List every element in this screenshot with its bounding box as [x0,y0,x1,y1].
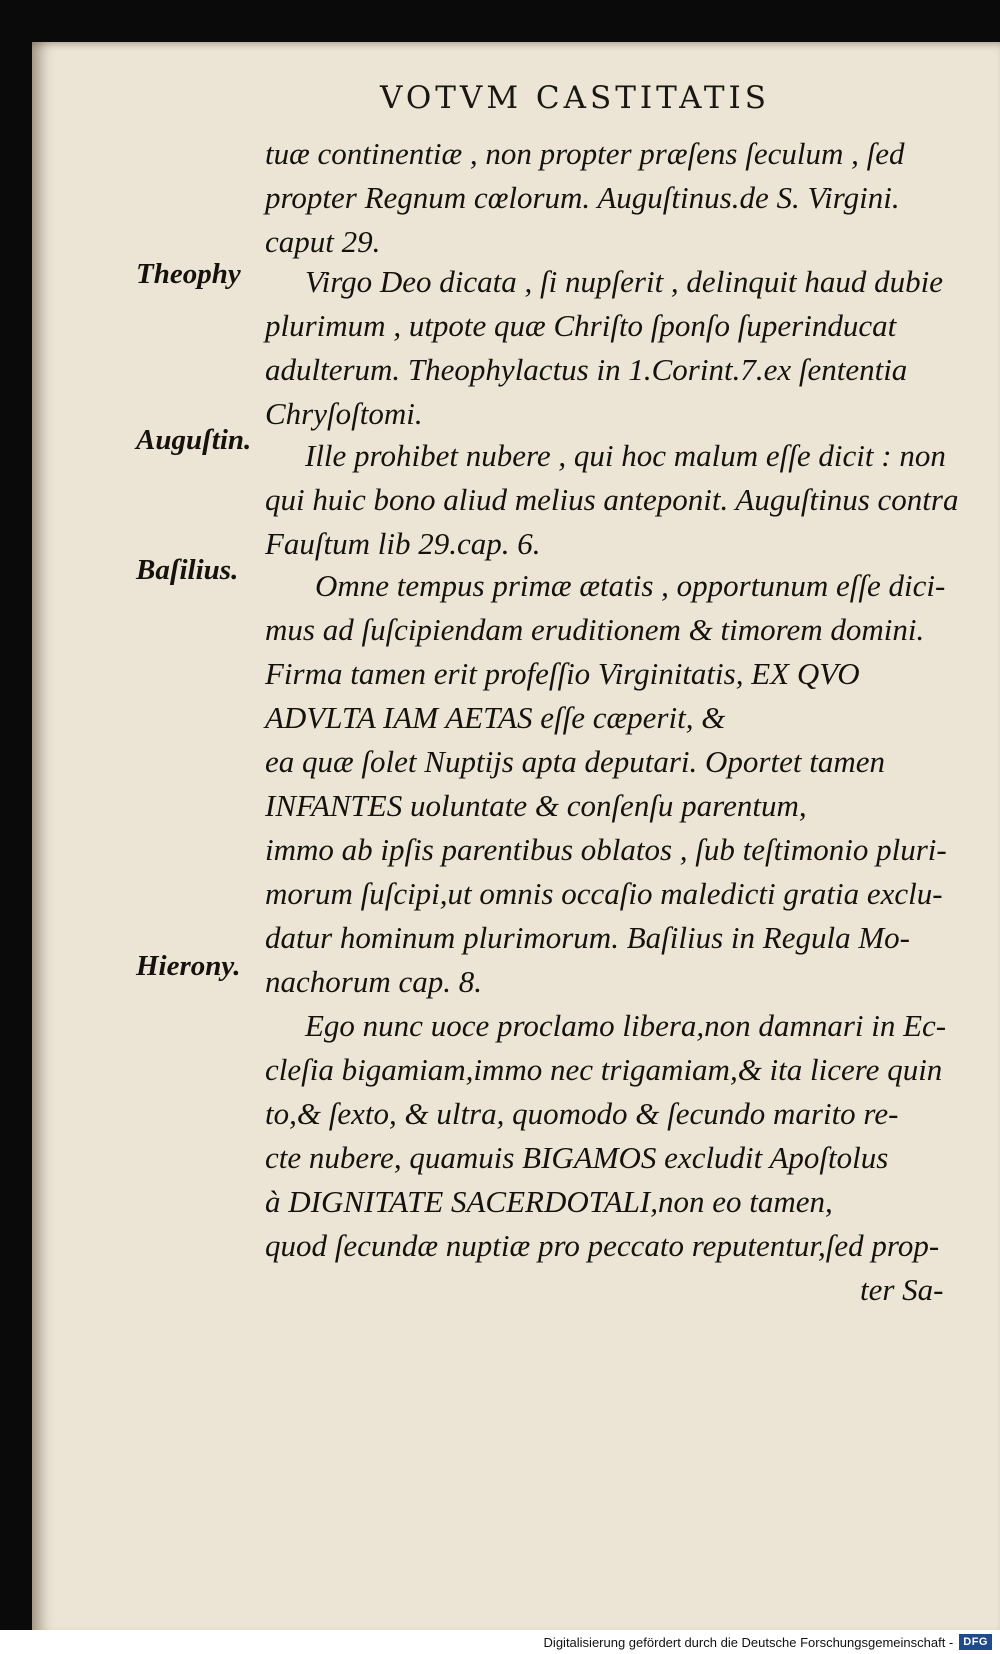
dfg-logo-icon: DFG [959,1634,992,1650]
text-line: cleſia bigamiam,immo nec trigamiam,& ita licere quin [265,1052,943,1087]
text-line: mus ad ſuſcipiendam eruditionem & timorem domini. [265,612,925,647]
margin-note-basilius: Baſilius. [136,554,239,586]
margin-note-theophy: Theophy [136,258,241,290]
text-line: cte nubere, quamuis BIGAMOS excludit Apoſtolus [265,1140,889,1175]
text-line: Ego nunc uoce proclamo libera,non damnari in Ec- [305,1008,947,1043]
text-line: adulterum. Theophylactus in 1.Corint.7.ex ſententia [265,352,908,387]
running-title: VOTVM CASTITATIS [380,80,771,116]
text-line: Ille prohibet nubere , qui hoc malum eſſe dicit : non [305,438,946,473]
text-line: immo ab ipſis parentibus oblatos , ſub teſtimonio pluri- [265,832,947,867]
text-line: to,& ſexto, & ultra, quomodo & ſecundo marito re- [265,1096,899,1131]
text-line: ea quæ ſolet Nuptijs apta deputari. Oportet tamen [265,744,885,779]
text-line: INFANTES uoluntate & conſenſu parentum, [265,788,807,823]
text-line: caput 29. [265,224,381,259]
text-line: Chryſoſtomi. [265,396,423,431]
digitization-footer [0,1630,1000,1654]
text-line: Firma tamen erit profeſſio Virginitatis, EX QVO [265,656,860,691]
text-line: tuæ continentiæ , non propter præſens ſeculum , ſed [265,136,905,171]
text-line: propter Regnum cœlorum. Auguſtinus.de S. Virgini. [265,180,900,215]
margin-note-augustin: Auguſtin. [136,424,252,456]
margin-note-hierony: Hierony. [136,950,241,982]
text-line: Fauſtum lib 29.cap. 6. [265,526,541,561]
text-line: Virgo Deo dicata , ſi nupſerit , delinquit haud dubie [305,264,944,299]
text-line: quod ſecundæ nuptiæ pro peccato reputentur,ſed prop- [265,1228,940,1263]
text-line: ADVLTA IAM AETAS eſſe cæperit, & [265,700,726,735]
text-line: qui huic bono aliud melius anteponit. Auguſtinus contra [265,482,959,517]
text-line: Omne tempus primæ ætatis , opportunum eſſe dici- [315,568,946,603]
footer-credit: Digitalisierung gefördert durch die Deutsche Forschungsgemeinschaft - [543,1634,954,1650]
text-line: morum ſuſcipi,ut omnis occaſio maledicti gratia exclu- [265,876,943,911]
catchword: ter Sa- [860,1272,944,1307]
text-line: plurimum , utpote quæ Chriſto ſponſo ſuperinducat [265,308,897,343]
text-line: datur hominum plurimorum. Baſilius in Regula Mo- [265,920,910,955]
text-line: nachorum cap. 8. [265,964,482,999]
text-line: à DIGNITATE SACERDOTALI,non eo tamen, [265,1184,833,1219]
